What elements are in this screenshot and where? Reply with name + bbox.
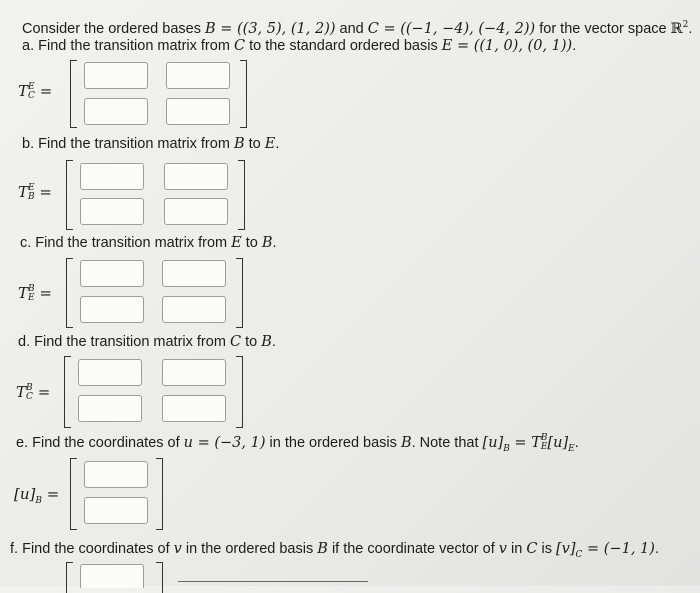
right-bracket [240,60,247,128]
part-c-prompt: c. Find the transition matrix from E to B. [20,235,277,251]
part-b-lhs: T E B = [18,183,52,202]
matrix-b-cell-12[interactable] [164,163,228,190]
matrix-c-cell-12[interactable] [162,260,226,287]
matrix-a-cell-22[interactable] [166,98,230,125]
part-e-prompt: e. Find the coordinates of u = (−3, 1) in the ordered basis B. Note that $[u]_B = T$ B E $[u]_E$. [16,433,579,454]
vector-e-cell-1[interactable] [84,461,148,488]
divider-line [178,581,368,582]
matrix-a-cell-21[interactable] [84,98,148,125]
matrix-b-cell-11[interactable] [80,163,144,190]
part-a-prompt: a. Find the transition matrix from C to the standard ordered basis E = ((1, 0), (0, 1)). [22,38,577,54]
matrix-b [66,160,248,230]
matrix-c-cell-11[interactable] [80,260,144,287]
vector-f [66,562,166,586]
matrix-c-cell-22[interactable] [162,296,226,323]
part-c-lhs: T B E = [18,284,52,303]
matrix-b-cell-22[interactable] [164,198,228,225]
matrix-c-cell-21[interactable] [80,296,144,323]
vector-e [70,458,166,530]
vector-e-cell-2[interactable] [84,497,148,524]
standard-basis-definition: E = ((1, 0), (0, 1)) [441,38,573,54]
basis-C-definition: C = ((−1, −4), (−4, 2)) [367,20,536,37]
matrix-b-cell-21[interactable] [80,198,144,225]
matrix-d-cell-12[interactable] [162,359,226,386]
problem-intro: Consider the ordered bases B = ((3, 5), (1, 2)) and C = ((−1, −4), (−4, 2)) for the vector space ℝ$^2$. [22,20,693,37]
part-f-prompt: f. Find the coordinates of v in the ordered basis B if the coordinate vector of v in C is $[v]_C = (-1$, 1). [10,541,659,560]
matrix-d-cell-11[interactable] [78,359,142,386]
matrix-d [64,356,246,428]
matrix-a-cell-12[interactable] [166,62,230,89]
left-bracket [70,60,77,128]
part-e-lhs: $[u]_B$ = [14,485,60,506]
vector-space: ℝ$^2$ [670,20,689,37]
matrix-a [70,60,250,128]
matrix-d-cell-22[interactable] [162,395,226,422]
coordinate-formula: $[u]_B = T$ B E $[u]_E$ [482,433,575,454]
basis-B-definition: B = ((3, 5), (1, 2)) [204,20,336,37]
vector-u-definition: u = (−3, 1) [183,435,266,451]
part-d-prompt: d. Find the transition matrix from C to B. [18,334,276,350]
matrix-c [66,258,246,328]
vector-f-cell-1[interactable] [80,564,144,588]
part-d-lhs: T B C = [16,383,51,402]
coordinate-vector-v-in-C: $[v]_C = (-1$, 1) [556,541,655,560]
matrix-a-cell-11[interactable] [84,62,148,89]
matrix-d-cell-21[interactable] [78,395,142,422]
part-a-lhs: T E C = [18,82,53,101]
part-b-prompt: b. Find the transition matrix from B to E. [22,136,280,152]
